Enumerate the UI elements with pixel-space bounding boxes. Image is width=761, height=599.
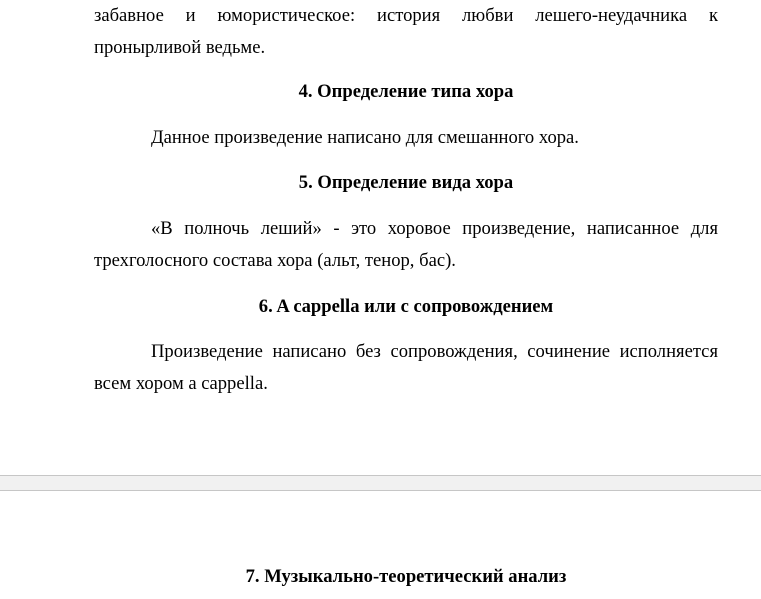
section-6-paragraph: Произведение написано без сопровождения, сочинение исполняется всем хором a cappella. (94, 341, 718, 394)
section-4-paragraph: Данное произведение написано для смешанного хора. (151, 127, 579, 148)
section-4-heading: 4. Определение типа хора (298, 81, 514, 102)
document-page-2 (0, 491, 761, 599)
section-5-heading: 5. Определение вида хора (298, 172, 514, 193)
section-7-heading: 7. Музыкально-теоретический анализ (245, 566, 567, 587)
section-5-paragraph: «В полночь леший» - это хоровое произведение, написанное для трехголосного состава хора (альт, тенор, бас). (94, 218, 718, 271)
section-6-heading: 6. A cappella или с сопровождением (258, 296, 554, 317)
continuation-paragraph: забавное и юмористическое: история любви лешего-неудачника к пронырливой ведьме. (94, 5, 718, 58)
page-separator (0, 475, 761, 491)
